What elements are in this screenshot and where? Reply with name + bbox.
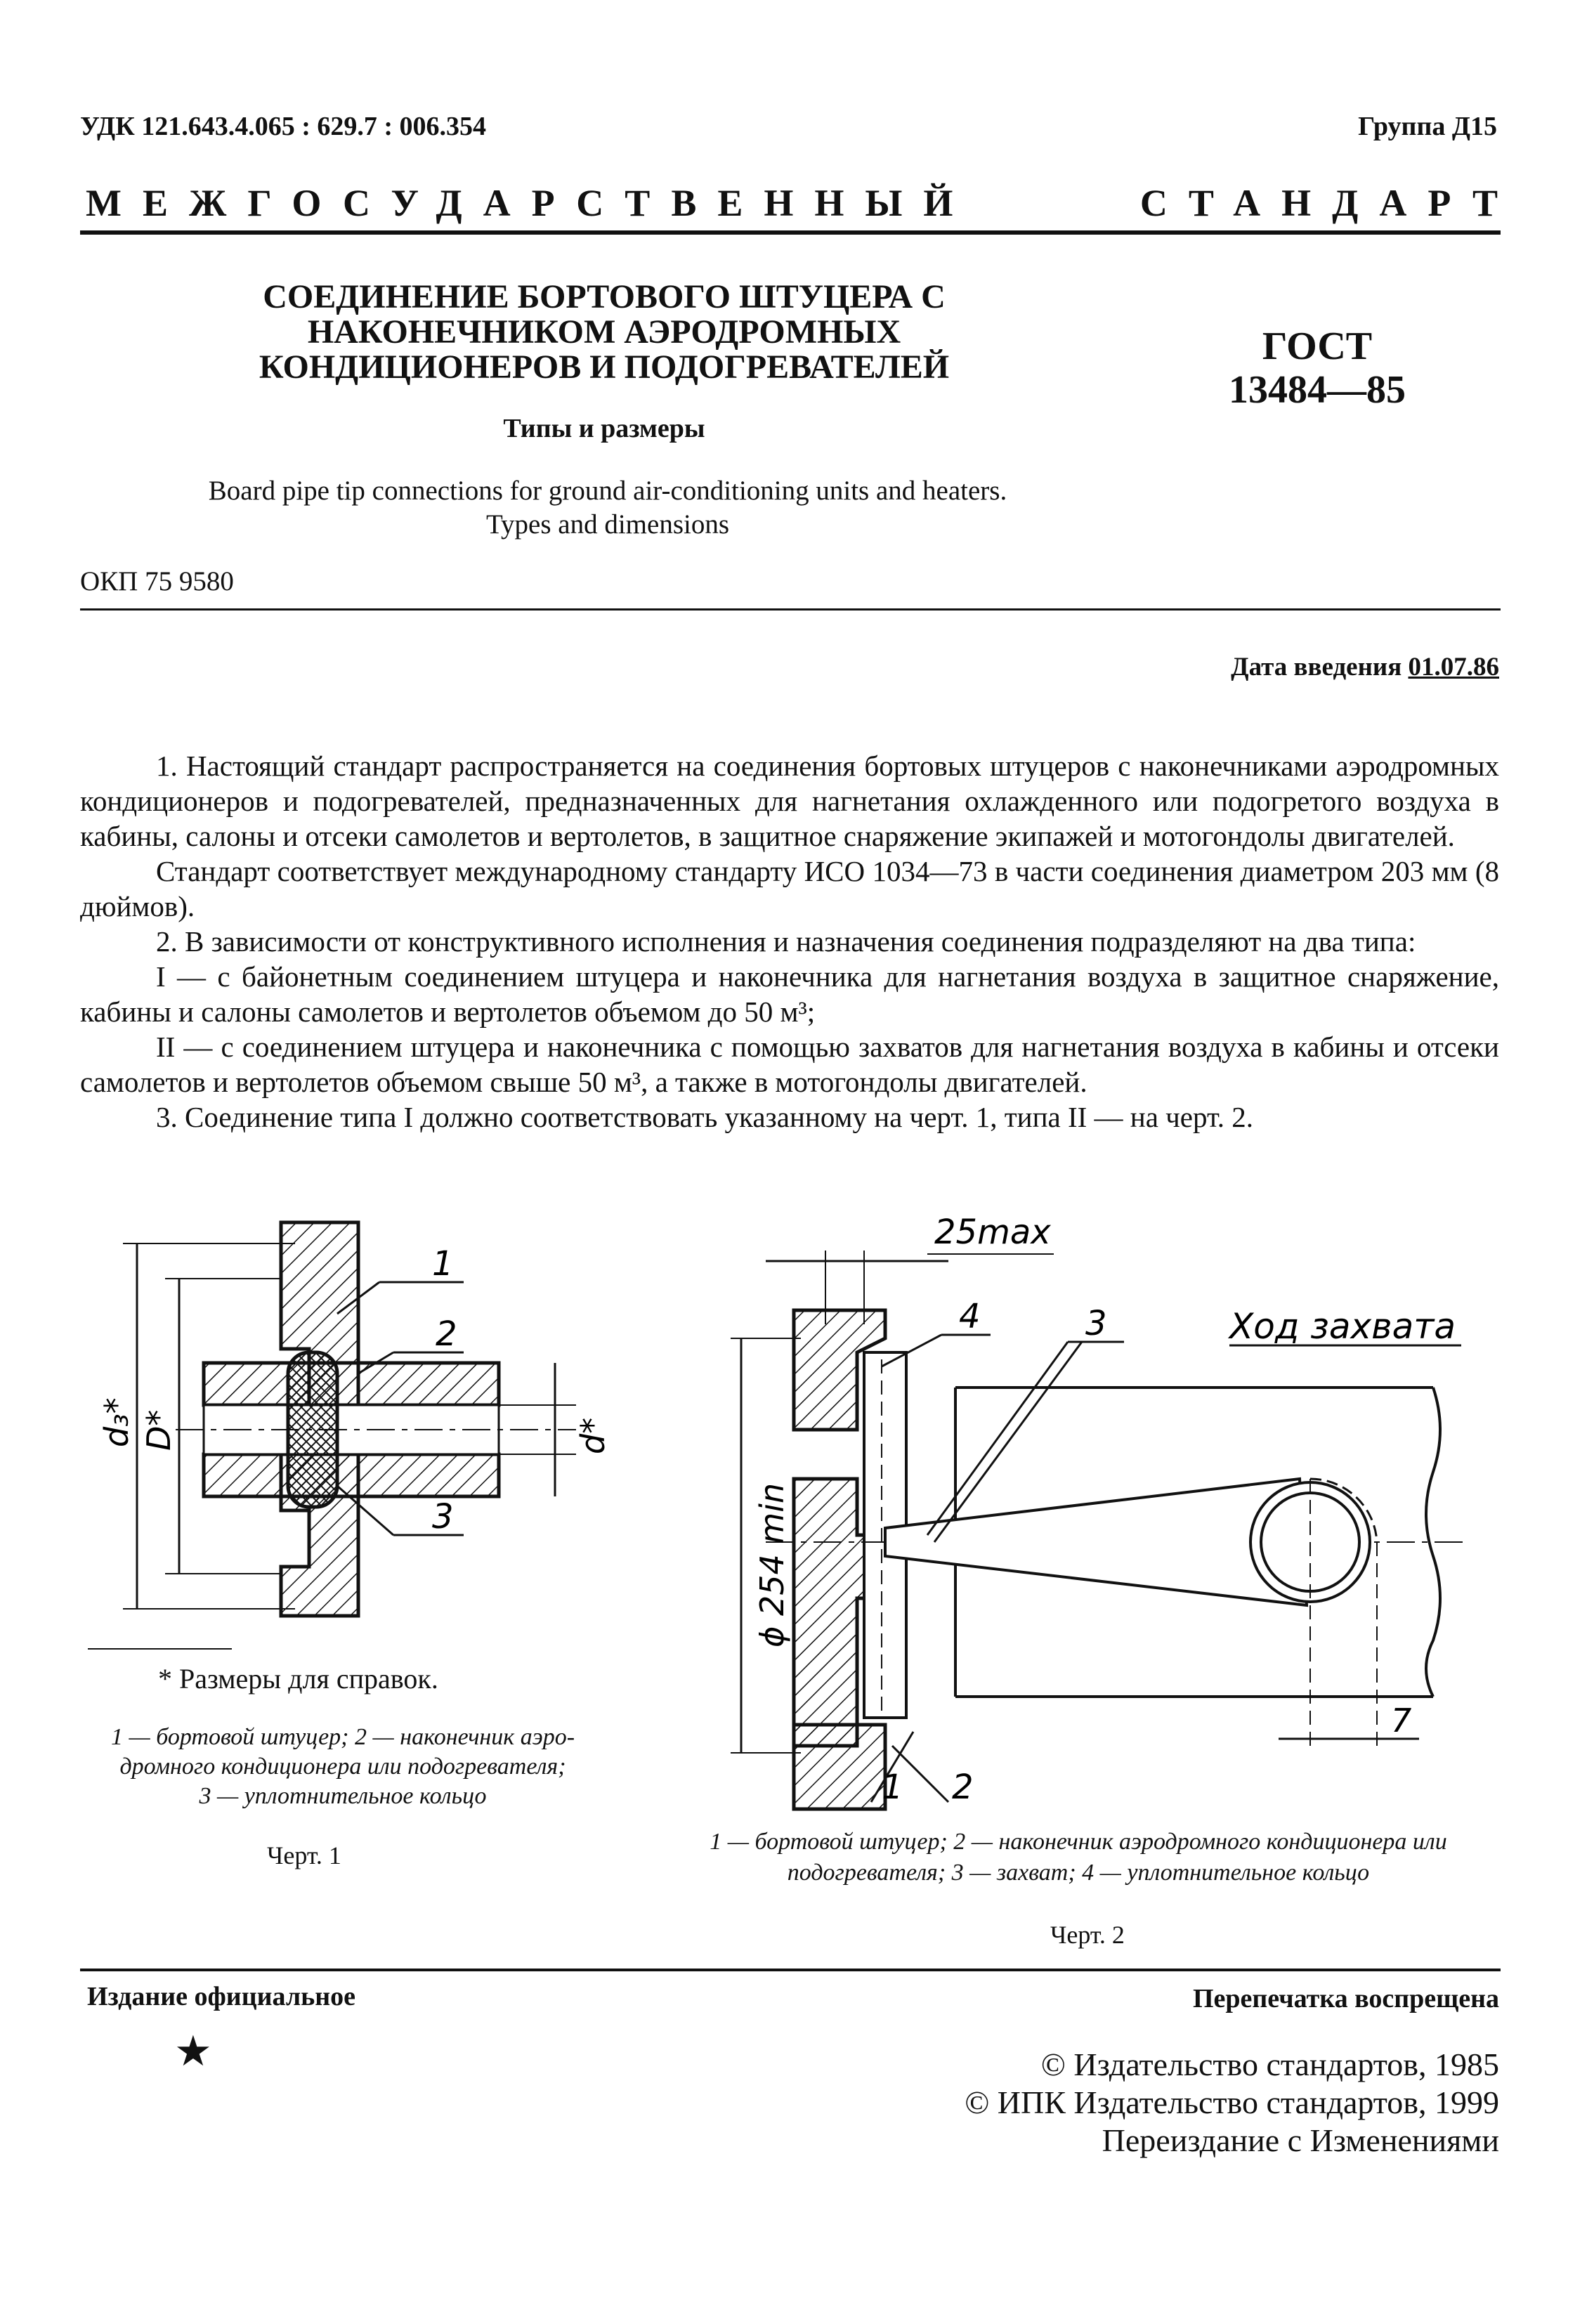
reprint-prohibited: Перепечатка воспрещена <box>1192 1984 1499 2013</box>
fig2-dim-top: 25max <box>934 1213 1051 1252</box>
fig1-dim-D: D* <box>140 1409 178 1451</box>
figure-2-legend-line-1: 1 — бортовой штуцер; 2 — наконечник аэродромного кондиционера или <box>710 1829 1447 1855</box>
gost-number: 13484—85 <box>1229 368 1406 412</box>
star-icon: ★ <box>174 2028 212 2075</box>
document-subtitle: Типы и размеры <box>503 414 705 443</box>
fig2-stroke-label: Ход захвата <box>1229 1306 1456 1347</box>
figure-2-drawing <box>724 1212 1496 1823</box>
introduction-date-label: Дата введения <box>1231 653 1402 681</box>
figure-1-legend <box>76 1723 610 1811</box>
udk-code: УДК 121.643.4.065 : 629.7 : 006.354 <box>80 112 487 141</box>
figure-1-legend-line-1: 1 — бортовой штуцер; 2 — наконечник аэро- <box>110 1724 575 1750</box>
figure-1-caption: Черт. 1 <box>267 1841 341 1869</box>
paragraph-2: Стандарт соответствует международному стандарту ИСО 1034—73 в части соединения диаметром 203 мм (8 дюймов). <box>80 855 1499 922</box>
fig1-dim-d3: d₃* <box>98 1397 136 1447</box>
fig1-label-3: 3 <box>432 1497 454 1536</box>
document-title <box>232 280 976 385</box>
footer-rule <box>80 1969 1501 1971</box>
banner-word-interstate: МЕЖГОСУДАРСТВЕННЫЙ <box>86 182 974 224</box>
fig1-label-1: 1 <box>432 1244 454 1284</box>
figure-1-drawing <box>70 1215 632 1651</box>
copyright-line-2: © ИПК Издательство стандартов, 1999 <box>965 2084 1499 2120</box>
gost-label: ГОСТ <box>1262 325 1373 368</box>
paragraph-6: 3. Соединение типа I должно соответствовать указанному на черт. 1, типа II — на черт. 2. <box>156 1101 1254 1133</box>
figure-1-footnote: * Размеры для справок. <box>158 1663 438 1695</box>
figure-2-legend <box>646 1827 1510 1888</box>
okp-code: ОКП 75 9580 <box>80 566 234 596</box>
official-edition: Издание официальное <box>87 1982 356 2011</box>
english-title <box>133 474 1082 542</box>
introduction-date-value: 01.07.86 <box>1408 653 1499 681</box>
english-title-line-1: Board pipe tip connections for ground air-conditioning units and heaters. <box>208 476 1007 506</box>
figure-1-legend-line-2: дромного кондиционера или подогревателя; <box>119 1754 566 1780</box>
standard-banner <box>86 181 1519 225</box>
paragraph-5: II — с соединением штуцера и наконечника с помощью захватов для нагнетания воздуха в кабины и отсеки самолетов и вертолетов объемом свыше 50 м³, а также в мотогондолы двигателей. <box>80 1031 1499 1098</box>
title-line-3: КОНДИЦИОНЕРОВ И ПОДОГРЕВАТЕЛЕЙ <box>259 348 950 386</box>
fig1-dim-d: d* <box>574 1417 612 1454</box>
fig2-dim-side: ϕ 254 min <box>753 1482 791 1647</box>
group-code: Группа Д15 <box>1358 112 1497 141</box>
body-text <box>80 748 1499 1135</box>
footnote-rule <box>88 1648 232 1650</box>
title-rule <box>80 608 1501 611</box>
fig2-label-4: 4 <box>959 1297 981 1336</box>
fig2-label-1: 1 <box>882 1768 903 1807</box>
title-line-1: СОЕДИНЕНИЕ БОРТОВОГО ШТУЦЕРА С <box>263 278 946 315</box>
header-rule <box>80 230 1501 235</box>
banner-word-standard: СТАНДАРТ <box>1139 182 1519 224</box>
paragraph-3: 2. В зависимости от конструктивного исполнения и назначения соединения подразделяют на два типа: <box>156 925 1416 958</box>
paragraph-4: I — с байонетным соединением штуцера и наконечника для нагнетания воздуха в защитное снаряжение, кабины и салоны самолетов и вертолетов объемом до 50 м³; <box>80 960 1499 1028</box>
copyright-block <box>965 2046 1499 2160</box>
copyright-line-3: Переиздание с Изменениями <box>1102 2122 1499 2158</box>
title-line-2: НАКОНЕЧНИКОМ АЭРОДРОМНЫХ <box>307 313 901 351</box>
gost-designation <box>1219 325 1416 412</box>
introduction-date <box>1231 652 1499 682</box>
figure-1-legend-line-3: 3 — уплотнительное кольцо <box>199 1783 487 1809</box>
fig1-label-2: 2 <box>436 1314 457 1354</box>
fig2-label-2: 2 <box>952 1768 974 1807</box>
english-title-line-2: Types and dimensions <box>485 509 730 540</box>
copyright-line-1: © Издательство стандартов, 1985 <box>1040 2046 1499 2082</box>
fig2-dim-bottom: 7 <box>1391 1702 1412 1739</box>
fig2-label-3: 3 <box>1085 1304 1107 1343</box>
figure-2-legend-line-2: подогревателя; 3 — захват; 4 — уплотнительное кольцо <box>787 1860 1370 1886</box>
paragraph-1: 1. Настоящий стандарт распространяется на соединения бортовых штуцеров с наконечниками аэродромных кондиционеров и подогревателей, предназначенных для нагнетания охлажденного или подогретого воздуха в кабины, салоны и отсеки самолетов и вертолетов, в защитное снаряжение экипажей и мотогондолы двигателей. <box>80 750 1499 852</box>
figure-2-caption: Черт. 2 <box>1050 1921 1125 1949</box>
